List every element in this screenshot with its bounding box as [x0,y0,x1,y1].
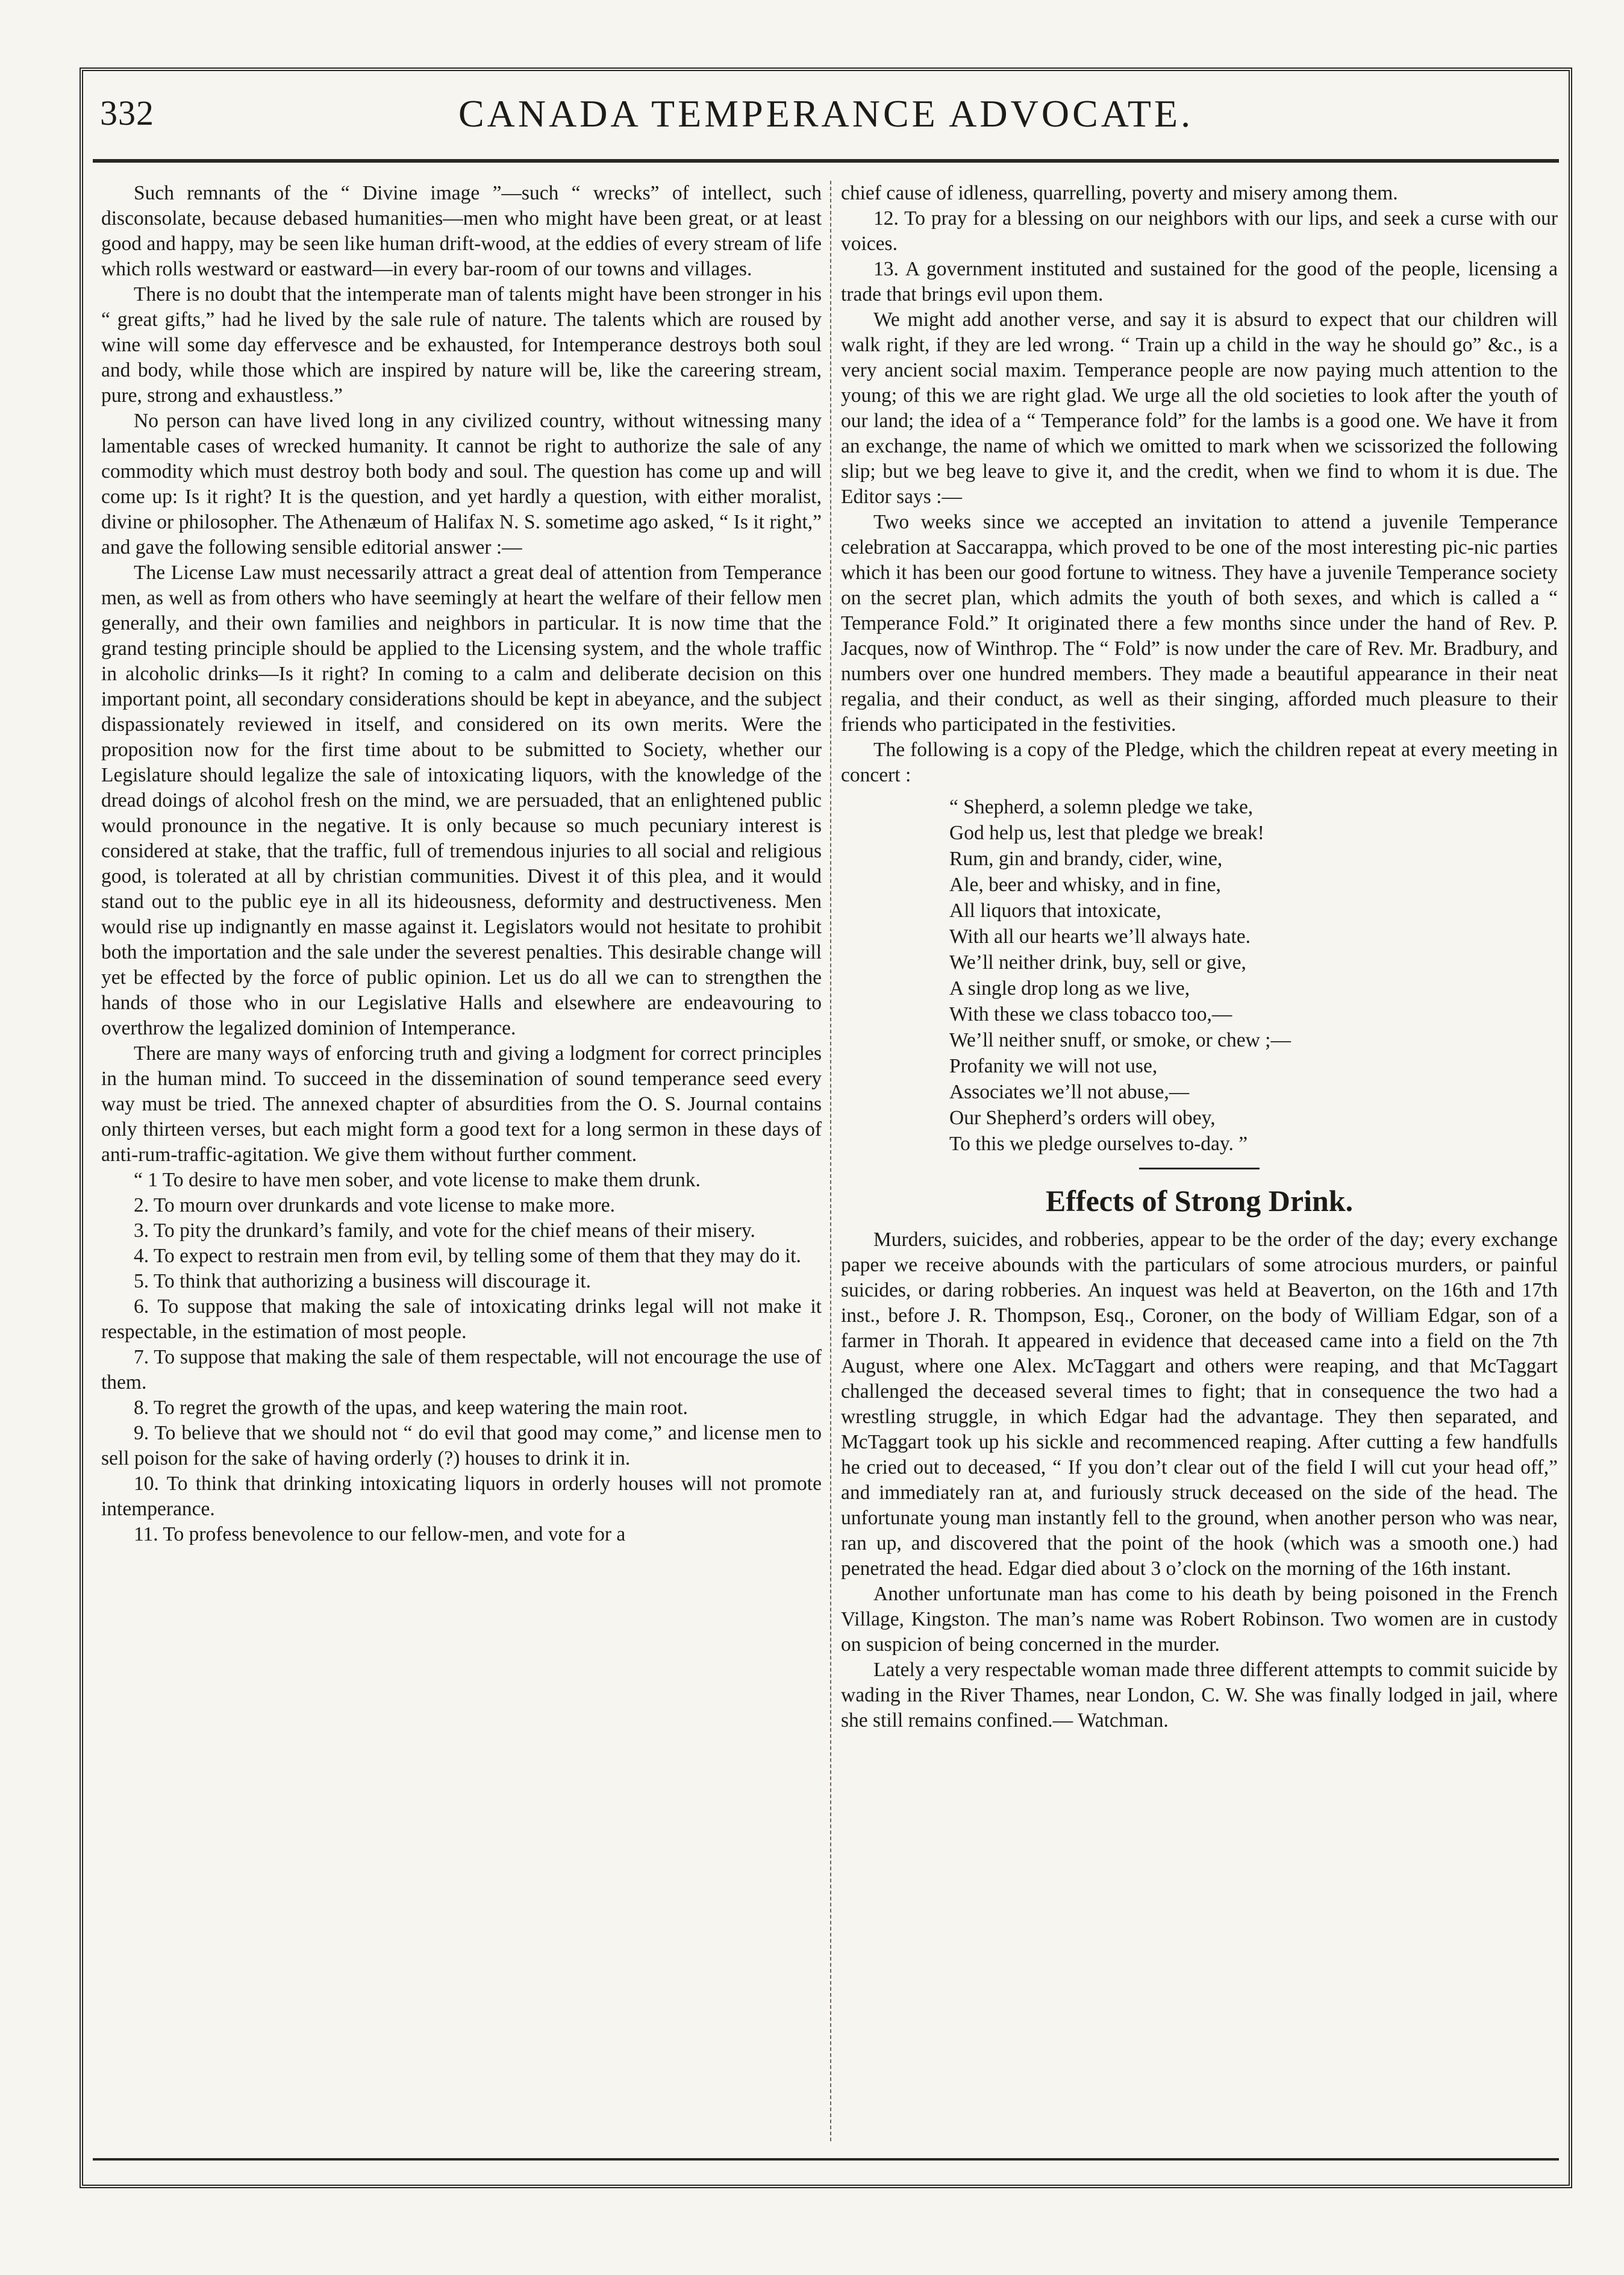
poem-line: We’ll neither snuff, or smoke, or chew ;— [949,1029,1291,1051]
article-paragraph: Murders, suicides, and robberies, appear to be the order of the day; every exchange paper we receive abounds with the particulars of some atrocious murders, or painful suicides, or daring robberies. An inquest was held at Beaverton, on the 16th and 17th inst., before J. R. Thompson, Esq., Coroner, on the body of William Edgar, son of a farmer in Thorah. It appeared in evidence that deceased came into a field on the 7th August, where one Alex. McTaggart and others were reaping, and that McTaggart challenged the deceased several times to fight; that in consequence the two had a wrestling struggle, in which Edgar had the advantage. They then separated, and McTaggart took up his sickle and recommenced reaping. After cutting a few handfulls he cried out to deceased, “ If you don’t clear out of the field I will cut your head off,” and immediately ran at, and furiously struck deceased on the side of the head. The unfortunate young man instantly fell to the ground, when another person who was near, ran up, and discovered that the point of the hook (which was a smooth one.) had penetrated the head. Edgar died about 3 o’clock on the morning of the 16th instant. [841,1228,1558,1580]
poem-line: Associates we’ll not abuse,— [949,1081,1190,1103]
poem-line: Profanity we will not use, [949,1055,1158,1077]
poem-line: With these we class tobacco too,— [949,1003,1232,1025]
absurdity-item: 12. To pray for a blessing on our neighbors with our lips, and seek a curse with our voices. [841,207,1558,255]
header-rule [93,161,1559,163]
poem-line: Rum, gin and brandy, cider, wine, [949,848,1223,870]
absurdity-item: 11. To profess benevolence to our fellow-men, and vote for a [134,1523,626,1545]
article-paragraph: Another unfortunate man has come to his death by being poisoned in the French Village, Kingston. The man’s name was Robert Robinson. Two women are in custody on suspicion of being concerned in the murder. [841,1583,1558,1656]
column-divider [830,181,831,2141]
poem-line: All liquors that intoxicate, [949,900,1161,922]
article-paragraph: Lately a very respectable woman made three different attempts to commit suicide by wading in the River Thames, near London, C. W. She was finally lodged in jail, where she still remains confined.— Watchman. [841,1659,1558,1732]
absurdity-item: 7. To suppose that making the sale of them respectable, will not encourage the use of them. [101,1346,822,1394]
poem-line: Ale, beer and whisky, and in fine, [949,874,1221,896]
absurdity-item: 2. To mourn over drunkards and vote license to make more. [134,1194,615,1216]
article-paragraph: The following is a copy of the Pledge, which the children repeat at every meeting in concert : [841,739,1558,786]
absurdity-item: 5. To think that authorizing a business will discourage it. [134,1270,592,1292]
poem-line: We’ll neither drink, buy, sell or give, [949,951,1246,974]
absurdity-item: 6. To suppose that making the sale of intoxicating drinks legal will not make it respectable, in the estimation of most people. [101,1295,822,1343]
left-column [101,181,822,2141]
newspaper-page [80,67,1572,2188]
poem-line: A single drop long as we live, [949,977,1190,1000]
article-continuation: chief cause of idleness, quarrelling, poverty and misery among them. [841,182,1398,204]
article-paragraph: Such remnants of the “ Divine image ”—such “ wrecks” of intellect, such disconsolate, because debased humanities—men who might have been great, or at least good and happy, may be seen like human drift-wood, at the eddies of every stream of life which rolls westward or eastward—in every bar-room of our towns and villages. [101,182,822,280]
publication-title: CANADA TEMPERANCE ADVOCATE. [458,92,1194,135]
pledge-poem [949,794,1558,1157]
article-paragraph: There is no doubt that the intemperate man of talents might have been stronger in his “ great gifts,” had he lived by the sale rule of nature. The talents which are roused by wine will some day effervesce and be exhausted, for Intemperance destroys both soul and body, while those which are inspired by nature will be, like the careering stream, pure, strong and exhaustless.” [101,283,822,407]
poem-line: Our Shepherd’s orders will obey, [949,1107,1216,1129]
poem-line: “ Shepherd, a solemn pledge we take, [949,796,1254,818]
article-paragraph: Two weeks since we accepted an invitation to attend a juvenile Temperance celebration at Saccarappa, which proved to be one of the most interesting pic-nic parties which it has been our good fortune to witness. They have a juvenile Temperance society on the secret plan, which admits the youth of both sexes, and which is called a “ Temperance Fold.” It originated there a few months since under the hand of Rev. P. Jacques, now of Winthrop. The “ Fold” is now under the care of Rev. Mr. Bradbury, and numbers over one hundred members. They made a beautiful appearance in their neat regalia, and their conduct, as well as their singing, afforded much pleasure to their friends who participated in the festivities. [841,511,1558,736]
absurdity-item: “ 1 To desire to have men sober, and vote license to make them drunk. [134,1169,701,1191]
article-paragraph: No person can have lived long in any civilized country, without witnessing many lamentable cases of wrecked humanity. It cannot be right to authorize the sale of any commodity which must destroy both body and soul. The question has come up and will come up: Is it right? It is the question, and yet hardly a question, with either moralist, divine or philosopher. The Athenæum of Halifax N. S. sometime ago asked, “ Is it right,” and gave the following sensible editorial answer :— [101,410,822,559]
poem-line: With all our hearts we’ll always hate. [949,925,1251,948]
poem-line: God help us, lest that pledge we break! [949,822,1264,844]
footer-rule [93,2158,1559,2161]
right-column [841,181,1558,2141]
article-paragraph: We might add another verse, and say it is absurd to expect that our children will walk right, if they are led wrong. “ Train up a child in the way he should go” &c., is a very ancient social maxim. Temperance people are now paying much attention to the young; of this we are right glad. We urge all the old societies to look after the youth of our land; the idea of a “ Temperance fold” for the lambs is a good one. We have it from an exchange, the name of which we omitted to mark when we scissorized the following slip; but we beg leave to give it, and the credit, when we find to whom it is due. The Editor says :— [841,308,1558,508]
section-rule [1139,1168,1260,1169]
article-paragraph: The License Law must necessarily attract a great deal of attention from Temperance men, as well as from others who have seemingly at heart the welfare of their fellow men generally, and their own families and neighbors in particular. It is now time that the grand testing principle should be applied to the Licensing system, and the whole traffic in alcoholic drinks—Is it right? In coming to a calm and deliberate decision on this important point, all secondary considerations should be kept in abeyance, and the subject dispassionately reviewed in itself, and considered on its own merits. Were the proposition now for the first time about to be submitted to Society, whether our Legislature should legalize the sale of intoxicating liquors, with the knowledge of the dread doings of alcohol fresh on the mind, we are persuaded, that an enlightened public would pronounce in the negative. It is only because so much pecuniary interest is considered at stake, that the traffic, full of tremendous injuries to all social and religious good, is tolerated at all by christian communities. Divest it of this plea, and it would stand out to the public eye in all its hideousness, deformity and destructiveness. Men would rise up indignantly en masse against it. Legislators would not hesitate to prohibit both the importation and the sale under the severest penalties. This desirable change will yet be effected by the force of public opinion. Let us do all we can to strengthen the hands of those who in our Legislative Halls and elsewhere are endeavouring to overthrow the legalized dominion of Intemperance. [101,562,822,1039]
absurdity-item: 3. To pity the drunkard’s family, and vote for the chief means of their misery. [134,1219,755,1242]
absurdity-item: 10. To think that drinking intoxicating liquors in orderly houses will not promote intemperance. [101,1472,822,1520]
article-paragraph: There are many ways of enforcing truth and giving a lodgment for correct principles in the human mind. To succeed in the dissemination of sound temperance seed every way must be tried. The annexed chapter of absurdities from the O. S. Journal contains only thirteen verses, but each might form a good text for a long sermon in these days of anti-rum-traffic-agitation. We give them without further comment. [101,1042,822,1166]
section-heading: Effects of Strong Drink. [1045,1184,1354,1218]
page-number: 332 [100,93,154,133]
absurdity-item: 9. To believe that we should not “ do evil that good may come,” and license men to sell poison for the sake of having orderly (?) houses to drink it in. [101,1422,822,1469]
absurdity-item: 4. To expect to restrain men from evil, by telling some of them that they may do it. [134,1245,801,1267]
page-header [93,84,1559,161]
absurdity-item: 8. To regret the growth of the upas, and keep watering the main root. [134,1397,688,1419]
poem-line: To this we pledge ourselves to-day. ” [949,1133,1248,1155]
absurdity-item: 13. A government instituted and sustained for the good of the people, licensing a trade that brings evil upon them. [841,258,1558,305]
